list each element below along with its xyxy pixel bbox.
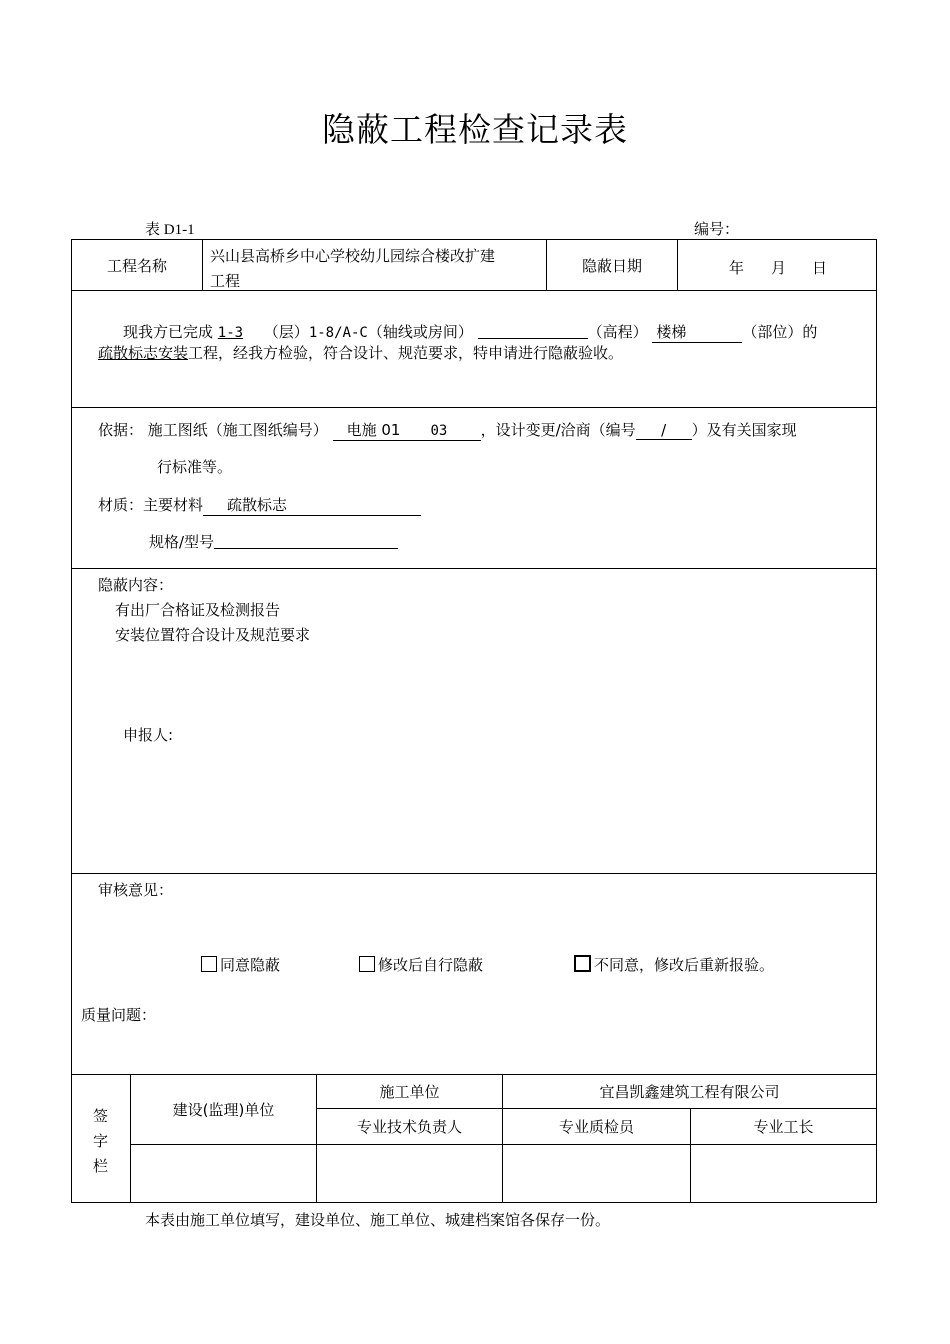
basis-line2: 行标准等。 bbox=[157, 458, 233, 476]
sign-char: 字 bbox=[93, 1132, 109, 1150]
sign-char: 签 bbox=[93, 1107, 109, 1125]
statement-text: 现我方已完成 bbox=[123, 323, 214, 341]
foreman-label: 专业工长 bbox=[753, 1118, 814, 1136]
option-modify-label: 修改后自行隐蔽 bbox=[378, 956, 484, 974]
statement-text: （轴线或房间） bbox=[367, 323, 473, 341]
basis-text: 施工图纸（施工图纸编号） bbox=[147, 421, 328, 439]
floor-value: 1-3 bbox=[217, 325, 244, 341]
basis-text: ）及有关国家现 bbox=[691, 421, 797, 439]
date-month: 月 bbox=[771, 259, 787, 277]
statement-text: （高程） bbox=[587, 323, 648, 341]
axis-value: 1-8/A-C bbox=[308, 325, 368, 341]
material-label: 材质：主要材料 bbox=[98, 496, 204, 514]
option-reject-label: 不同意，修改后重新报验。 bbox=[594, 956, 775, 974]
quality-label: 质量问题： bbox=[81, 1006, 157, 1024]
elevation-value bbox=[478, 338, 588, 339]
footer-note: 本表由施工单位填写，建设单位、施工单位、城建档案馆各保存一份。 bbox=[145, 1211, 611, 1229]
col-divider bbox=[677, 239, 678, 291]
row-divider bbox=[71, 407, 877, 408]
serial-label: 编号： bbox=[694, 222, 740, 238]
reporter-label: 申报人: bbox=[123, 726, 174, 744]
form-code: 表 D1-1 bbox=[145, 222, 195, 238]
row-divider bbox=[71, 290, 877, 291]
content-item: 有出厂合格证及检测报告 bbox=[115, 601, 281, 619]
statement-text: （部位）的 bbox=[742, 323, 818, 341]
drawing-number-a: 电施 01 bbox=[346, 421, 401, 439]
table-border-bottom bbox=[71, 1202, 877, 1203]
material-line bbox=[98, 494, 421, 516]
statement-line1 bbox=[123, 321, 817, 343]
statement-text: （层） bbox=[263, 323, 309, 341]
row-divider bbox=[130, 1144, 877, 1145]
project-name-line2: 工程 bbox=[210, 272, 241, 290]
statement-text: 工程，经我方检验，符合设计、规范要求，特申请进行隐蔽验收。 bbox=[188, 344, 624, 362]
date-year: 年 bbox=[729, 259, 745, 277]
option-agree-label: 同意隐蔽 bbox=[220, 956, 281, 974]
table-border-left bbox=[71, 239, 72, 1203]
content-item: 安装位置符合设计及规范要求 bbox=[115, 626, 311, 644]
col-divider bbox=[202, 239, 203, 291]
statement-line2 bbox=[98, 342, 623, 363]
tech-lead-label: 专业技术负责人 bbox=[356, 1118, 462, 1136]
content-label: 隐蔽内容： bbox=[98, 576, 174, 594]
spec-value bbox=[214, 534, 398, 549]
spec-label: 规格/型号 bbox=[149, 533, 215, 551]
construction-unit-name: 宜昌凯鑫建筑工程有限公司 bbox=[599, 1083, 780, 1101]
basis-text: ，设计变更/洽商（编号 bbox=[480, 421, 636, 439]
review-label: 审核意见： bbox=[98, 881, 174, 899]
change-number: / bbox=[636, 421, 692, 440]
construction-unit-label: 施工单位 bbox=[379, 1083, 440, 1101]
sign-column-label bbox=[93, 1104, 113, 1179]
sign-char: 栏 bbox=[93, 1157, 109, 1175]
option-reject[interactable] bbox=[574, 954, 774, 975]
owner-unit-label: 建设(监理)单位 bbox=[172, 1101, 275, 1119]
basis-label: 依据： bbox=[98, 421, 144, 439]
date-day: 日 bbox=[812, 259, 828, 277]
row-divider bbox=[71, 873, 877, 874]
material-value: 疏散标志 bbox=[203, 494, 421, 516]
option-modify[interactable] bbox=[359, 954, 483, 975]
table-border-right bbox=[876, 239, 877, 1203]
part-value: 楼梯 bbox=[652, 321, 742, 343]
qc-inspector-label: 专业质检员 bbox=[558, 1118, 634, 1136]
option-agree[interactable] bbox=[201, 954, 280, 975]
page-title: 隐蔽工程检查记录表 bbox=[322, 110, 628, 149]
checkbox-icon[interactable] bbox=[359, 956, 375, 972]
project-name-label: 工程名称 bbox=[106, 256, 167, 275]
drawing-number-b: 03 bbox=[430, 423, 448, 439]
checkbox-icon[interactable] bbox=[201, 956, 217, 972]
concealed-date-label: 隐蔽日期 bbox=[581, 256, 642, 275]
checkbox-icon[interactable] bbox=[574, 955, 591, 972]
work-value: 疏散标志安装 bbox=[98, 344, 189, 362]
basis-line1 bbox=[98, 419, 797, 441]
project-name-line1: 兴山县高桥乡中心学校幼儿园综合楼改扩建 bbox=[210, 247, 496, 265]
spec-line bbox=[149, 531, 398, 552]
drawing-number bbox=[333, 419, 481, 441]
row-divider bbox=[71, 568, 877, 569]
